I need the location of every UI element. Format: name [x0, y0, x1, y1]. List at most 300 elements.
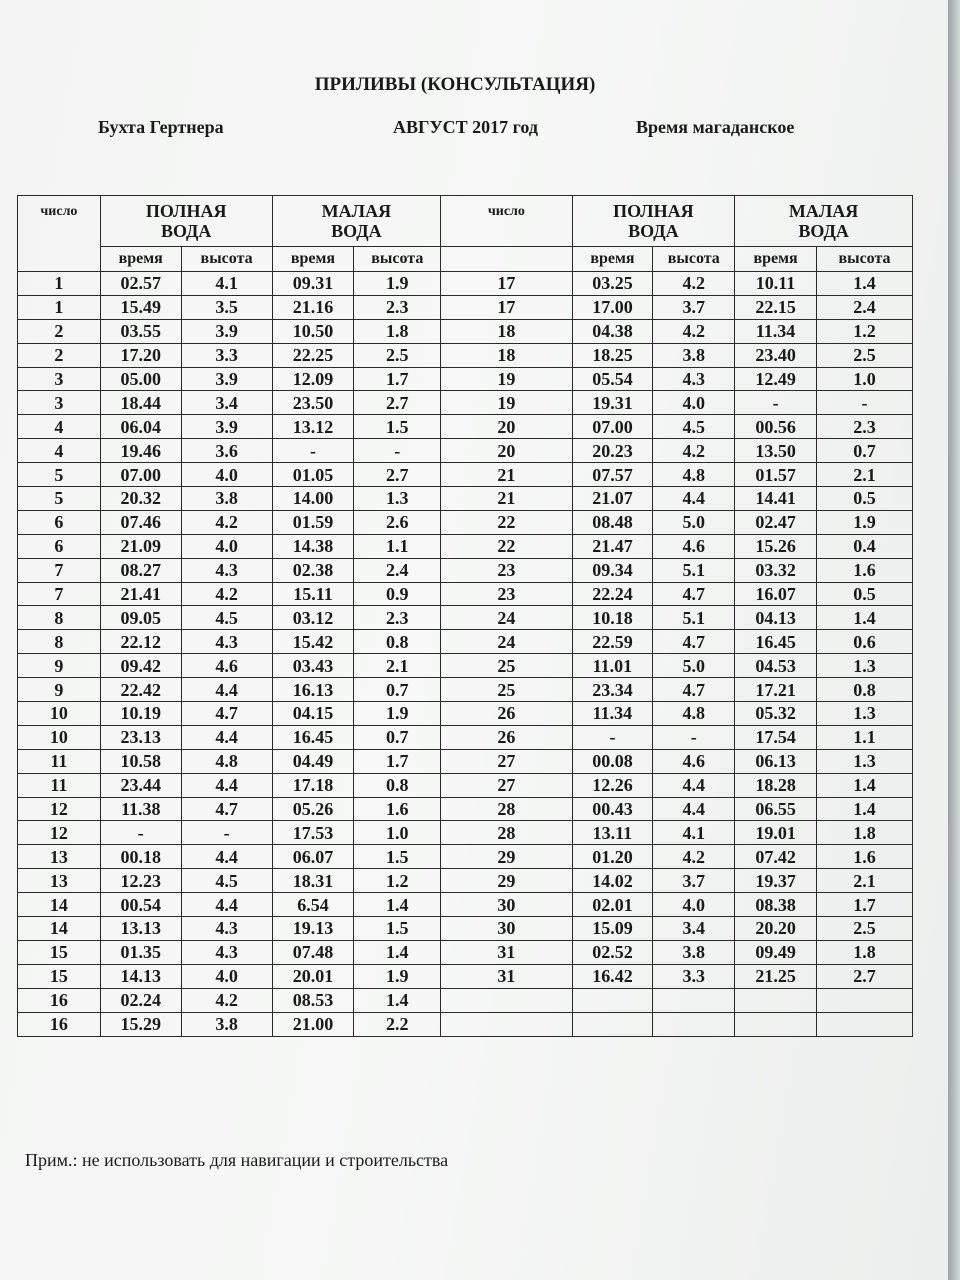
day-cell: 4 — [18, 439, 101, 463]
high-water-height-cell: 4.7 — [653, 582, 735, 606]
high-water-height-cell: 4.5 — [653, 415, 735, 439]
high-water-time-cell: 11.34 — [572, 702, 653, 726]
high-water-time-cell: 22.42 — [100, 678, 181, 702]
low-water-height-cell: 0.6 — [816, 630, 912, 654]
high-water-time-cell: 02.57 — [100, 272, 181, 296]
high-water-height-cell — [653, 1012, 735, 1036]
low-water-time-cell: 20.01 — [272, 964, 354, 988]
low-water-time-cell: 12.49 — [735, 367, 817, 391]
table-row — [18, 606, 913, 630]
low-water-line1: МАЛАЯ — [788, 201, 859, 221]
day-cell: 18 — [441, 343, 572, 367]
high-water-height-cell: 3.7 — [653, 295, 735, 319]
high-water-height-cell: 4.3 — [653, 367, 735, 391]
low-water-height-cell: 1.8 — [816, 821, 912, 845]
low-water-time-cell: 10.50 — [272, 319, 354, 343]
low-water-height-cell: - — [816, 391, 912, 415]
low-water-height-cell: 2.3 — [354, 606, 441, 630]
high-water-height-cell: 4.7 — [653, 630, 735, 654]
low-water-height-cell: 1.7 — [354, 367, 441, 391]
high-water-height-cell: 4.1 — [653, 821, 735, 845]
low-water-time-cell: 06.55 — [735, 797, 817, 821]
day-cell: 8 — [18, 630, 101, 654]
high-water-time-cell: 01.35 — [100, 940, 181, 964]
low-water-line2: ВОДА — [331, 221, 382, 241]
low-water-height-cell: 1.7 — [354, 749, 441, 773]
day-cell: 17 — [441, 272, 572, 296]
high-water-time-cell: 23.34 — [572, 678, 653, 702]
high-water-time-cell: 08.48 — [572, 510, 653, 534]
low-water-time-cell: 00.56 — [735, 415, 817, 439]
high-water-height-cell: 4.7 — [181, 797, 272, 821]
high-water-height-cell: 4.6 — [653, 749, 735, 773]
high-water-height-cell: - — [181, 821, 272, 845]
high-water-height-cell: 4.2 — [653, 272, 735, 296]
low-water-time-cell: 11.34 — [735, 319, 817, 343]
low-water-time-cell: 17.21 — [735, 678, 817, 702]
low-water-height-cell: 0.4 — [816, 534, 912, 558]
low-water-height-cell: 0.8 — [354, 773, 441, 797]
low-water-height-cell: 1.9 — [354, 964, 441, 988]
high-water-time-cell: 10.19 — [100, 702, 181, 726]
low-water-height-cell: 2.5 — [816, 917, 912, 941]
table-row — [18, 343, 913, 367]
low-water-time-cell: 17.18 — [272, 773, 354, 797]
low-water-height-cell: 1.4 — [816, 272, 912, 296]
day-cell — [441, 1012, 572, 1036]
footnote: Прим.: не использовать для навигации и строительства — [25, 1150, 449, 1170]
low-water-time-cell: 22.15 — [735, 295, 817, 319]
high-water-time-cell: 23.44 — [100, 773, 181, 797]
day-cell: 22 — [441, 534, 572, 558]
day-cell: 28 — [441, 797, 572, 821]
low-water-height-cell: 1.3 — [354, 487, 441, 511]
high-water-time-cell: 15.29 — [100, 1012, 181, 1036]
low-water-height-cell: 1.9 — [816, 510, 912, 534]
desk-edge — [948, 0, 960, 1280]
low-water-height-cell: 1.6 — [816, 845, 912, 869]
high-water-height-cell: 4.5 — [181, 606, 272, 630]
low-water-time-cell: 21.25 — [735, 964, 817, 988]
day-cell: 29 — [441, 869, 572, 893]
day-cell: 14 — [18, 917, 101, 941]
day-cell: 7 — [18, 582, 101, 606]
high-water-height-cell: 3.8 — [181, 1012, 272, 1036]
day-cell: 21 — [441, 487, 572, 511]
time-header: время — [572, 247, 653, 272]
high-water-height-cell: 5.0 — [653, 510, 735, 534]
low-water-height-cell: 1.5 — [354, 845, 441, 869]
high-water-height-cell: 3.9 — [181, 319, 272, 343]
day-header-right: число — [441, 196, 572, 247]
table-row — [18, 988, 913, 1012]
high-water-height-cell: 4.4 — [181, 845, 272, 869]
high-water-height-cell: 3.6 — [181, 439, 272, 463]
low-water-line1: МАЛАЯ — [321, 201, 392, 221]
low-water-time-cell: 15.11 — [272, 582, 354, 606]
low-water-time-cell: 07.48 — [272, 940, 354, 964]
high-water-height-cell: 3.4 — [653, 917, 735, 941]
day-cell: 26 — [441, 725, 572, 749]
day-cell: 5 — [18, 487, 101, 511]
day-cell: 12 — [18, 821, 101, 845]
low-water-height-cell: 1.4 — [354, 940, 441, 964]
low-water-time-cell: 03.32 — [735, 558, 817, 582]
high-water-height-cell: 3.9 — [181, 415, 272, 439]
high-water-time-cell: - — [572, 725, 653, 749]
high-water-height-cell: 4.2 — [653, 845, 735, 869]
low-water-height-cell: 1.8 — [816, 940, 912, 964]
high-water-time-cell: 02.52 — [572, 940, 653, 964]
high-water-time-cell: 22.59 — [572, 630, 653, 654]
low-water-time-cell: 07.42 — [735, 845, 817, 869]
low-water-time-cell: 06.07 — [272, 845, 354, 869]
low-water-time-cell: 02.47 — [735, 510, 817, 534]
high-water-height-cell: 3.3 — [653, 964, 735, 988]
high-water-height-cell — [653, 988, 735, 1012]
high-water-time-cell: 02.01 — [572, 893, 653, 917]
low-water-time-cell: 05.32 — [735, 702, 817, 726]
day-cell: 15 — [18, 964, 101, 988]
height-header: высота — [816, 247, 912, 272]
high-water-time-cell: 19.46 — [100, 439, 181, 463]
table-row — [18, 917, 913, 941]
low-water-height-cell: 1.2 — [816, 319, 912, 343]
low-water-time-cell: 06.13 — [735, 749, 817, 773]
high-water-time-cell: 10.18 — [572, 606, 653, 630]
day-cell: 9 — [18, 654, 101, 678]
high-water-time-cell: 06.04 — [100, 415, 181, 439]
low-water-height-cell: 0.9 — [354, 582, 441, 606]
low-water-height-cell: 1.5 — [354, 415, 441, 439]
day-cell: 17 — [441, 295, 572, 319]
high-water-time-cell — [572, 1012, 653, 1036]
high-water-height-cell: 4.6 — [181, 654, 272, 678]
high-water-height-cell: 4.4 — [181, 725, 272, 749]
day-cell: 21 — [441, 463, 572, 487]
low-water-height-cell: 2.2 — [354, 1012, 441, 1036]
low-water-time-cell: 01.59 — [272, 510, 354, 534]
low-water-time-cell: 18.28 — [735, 773, 817, 797]
high-water-time-cell: 13.13 — [100, 917, 181, 941]
day-cell: 20 — [441, 439, 572, 463]
high-water-height-cell: 4.0 — [653, 893, 735, 917]
day-cell: 19 — [441, 367, 572, 391]
high-water-height-cell: 4.8 — [653, 463, 735, 487]
high-water-height-cell: 3.8 — [653, 940, 735, 964]
day-cell: 6 — [18, 534, 101, 558]
day-cell: 3 — [18, 391, 101, 415]
high-water-height-cell: 3.8 — [653, 343, 735, 367]
high-water-time-cell: 10.58 — [100, 749, 181, 773]
height-header: высота — [653, 247, 735, 272]
high-water-height-cell: 3.8 — [181, 487, 272, 511]
high-water-time-cell: 14.13 — [100, 964, 181, 988]
table-row — [18, 558, 913, 582]
low-water-time-cell — [735, 1012, 817, 1036]
day-cell: 2 — [18, 319, 101, 343]
day-cell: 7 — [18, 558, 101, 582]
table-row — [18, 630, 913, 654]
high-water-time-cell: 15.09 — [572, 917, 653, 941]
low-water-height-cell: 1.1 — [816, 725, 912, 749]
high-water-time-cell: 17.00 — [572, 295, 653, 319]
low-water-time-cell: 03.43 — [272, 654, 354, 678]
low-water-height-cell: 1.9 — [354, 272, 441, 296]
high-water-time-cell: 05.00 — [100, 367, 181, 391]
high-water-height-cell: 3.4 — [181, 391, 272, 415]
high-water-height-cell: 4.8 — [181, 749, 272, 773]
low-water-height-cell: 0.8 — [354, 630, 441, 654]
low-water-height-cell: 1.1 — [354, 534, 441, 558]
low-water-time-cell: 08.53 — [272, 988, 354, 1012]
low-water-height-cell: 2.6 — [354, 510, 441, 534]
low-water-height-cell: 2.7 — [354, 391, 441, 415]
high-water-height-cell: 3.3 — [181, 343, 272, 367]
high-water-height-cell: 5.1 — [653, 606, 735, 630]
high-water-time-cell: 23.13 — [100, 725, 181, 749]
day-cell: 1 — [18, 272, 101, 296]
high-water-height-cell: 3.5 — [181, 295, 272, 319]
high-water-time-cell: 00.18 — [100, 845, 181, 869]
day-cell: 30 — [441, 893, 572, 917]
low-water-time-cell: 16.07 — [735, 582, 817, 606]
high-water-time-cell: 14.02 — [572, 869, 653, 893]
high-water-time-cell: 11.01 — [572, 654, 653, 678]
day-cell: 1 — [18, 295, 101, 319]
low-water-height-cell: 2.4 — [816, 295, 912, 319]
day-cell: 31 — [441, 940, 572, 964]
page-title: ПРИЛИВЫ (КОНСУЛЬТАЦИЯ) — [314, 74, 596, 95]
table-row — [18, 821, 913, 845]
high-water-time-cell: 20.23 — [572, 439, 653, 463]
low-water-time-cell: 20.20 — [735, 917, 817, 941]
high-water-time-cell: 00.43 — [572, 797, 653, 821]
low-water-header-left — [272, 196, 441, 247]
high-water-time-cell: 02.24 — [100, 988, 181, 1012]
day-cell: 13 — [18, 845, 101, 869]
day-cell: 28 — [441, 821, 572, 845]
high-water-time-cell: 00.54 — [100, 893, 181, 917]
low-water-time-cell: 08.38 — [735, 893, 817, 917]
high-water-height-cell: 3.9 — [181, 367, 272, 391]
high-water-time-cell: 21.47 — [572, 534, 653, 558]
high-water-time-cell: 15.49 — [100, 295, 181, 319]
high-water-time-cell: 07.00 — [572, 415, 653, 439]
height-header: высота — [181, 247, 272, 272]
day-cell: 24 — [441, 606, 572, 630]
high-water-line1: ПОЛНАЯ — [145, 201, 227, 221]
low-water-height-cell: 0.7 — [354, 678, 441, 702]
low-water-time-cell: 04.53 — [735, 654, 817, 678]
high-water-time-cell: 07.00 — [100, 463, 181, 487]
low-water-height-cell: 0.8 — [816, 678, 912, 702]
low-water-time-cell: 13.12 — [272, 415, 354, 439]
high-water-height-cell: 4.0 — [181, 463, 272, 487]
tide-table-body — [18, 272, 913, 1037]
day-cell: 15 — [18, 940, 101, 964]
day-cell: 24 — [441, 630, 572, 654]
day-cell: 2 — [18, 343, 101, 367]
day-cell: 29 — [441, 845, 572, 869]
low-water-height-cell: 0.5 — [816, 487, 912, 511]
day-cell: 13 — [18, 869, 101, 893]
day-cell: 26 — [441, 702, 572, 726]
high-water-line2: ВОДА — [628, 221, 679, 241]
table-row — [18, 773, 913, 797]
month-label: АВГУСТ 2017 год — [393, 117, 538, 137]
low-water-time-cell: 14.41 — [735, 487, 817, 511]
low-water-time-cell: 01.57 — [735, 463, 817, 487]
high-water-height-cell: 4.3 — [181, 558, 272, 582]
day-cell: 11 — [18, 773, 101, 797]
table-row — [18, 510, 913, 534]
table-row — [18, 534, 913, 558]
table-row — [18, 964, 913, 988]
low-water-time-cell: 15.42 — [272, 630, 354, 654]
day-cell: 11 — [18, 749, 101, 773]
high-water-time-cell: 18.25 — [572, 343, 653, 367]
low-water-time-cell: 6.54 — [272, 893, 354, 917]
day-cell: 9 — [18, 678, 101, 702]
table-row — [18, 845, 913, 869]
low-water-time-cell — [735, 988, 817, 1012]
low-water-height-cell: 1.3 — [816, 702, 912, 726]
high-water-time-cell — [572, 988, 653, 1012]
high-water-time-cell: 07.57 — [572, 463, 653, 487]
low-water-height-cell: 2.1 — [816, 463, 912, 487]
time-header: время — [735, 247, 817, 272]
high-water-height-cell: 4.4 — [653, 797, 735, 821]
low-water-time-cell: 17.54 — [735, 725, 817, 749]
table-row — [18, 463, 913, 487]
low-water-time-cell: 15.26 — [735, 534, 817, 558]
table-row — [18, 940, 913, 964]
day-cell — [441, 988, 572, 1012]
table-row — [18, 415, 913, 439]
low-water-time-cell: 10.11 — [735, 272, 817, 296]
low-water-height-cell: 1.4 — [816, 606, 912, 630]
day-cell: 23 — [441, 582, 572, 606]
day-cell: 25 — [441, 654, 572, 678]
day-cell: 25 — [441, 678, 572, 702]
day-cell: 19 — [441, 391, 572, 415]
low-water-time-cell: 01.05 — [272, 463, 354, 487]
low-water-time-cell: 21.00 — [272, 1012, 354, 1036]
day-cell: 12 — [18, 797, 101, 821]
low-water-time-cell: 17.53 — [272, 821, 354, 845]
low-water-time-cell: 04.49 — [272, 749, 354, 773]
day-cell: 8 — [18, 606, 101, 630]
low-water-height-cell: 2.7 — [816, 964, 912, 988]
low-water-time-cell: 22.25 — [272, 343, 354, 367]
high-water-height-cell: 4.0 — [181, 534, 272, 558]
day-cell: 6 — [18, 510, 101, 534]
table-row — [18, 749, 913, 773]
table-row — [18, 582, 913, 606]
low-water-line2: ВОДА — [798, 221, 849, 241]
high-water-time-cell: 18.44 — [100, 391, 181, 415]
low-water-height-cell: 0.7 — [354, 725, 441, 749]
low-water-time-cell: 04.15 — [272, 702, 354, 726]
table-row — [18, 295, 913, 319]
low-water-time-cell: 13.50 — [735, 439, 817, 463]
low-water-height-cell: - — [354, 439, 441, 463]
high-water-time-cell: 09.05 — [100, 606, 181, 630]
high-water-height-cell: 4.2 — [181, 510, 272, 534]
low-water-height-cell: 0.5 — [816, 582, 912, 606]
low-water-time-cell: 16.13 — [272, 678, 354, 702]
table-header-row — [18, 196, 913, 247]
table-row — [18, 654, 913, 678]
high-water-time-cell: 08.27 — [100, 558, 181, 582]
high-water-time-cell: 22.12 — [100, 630, 181, 654]
table-row — [18, 893, 913, 917]
high-water-height-cell: 4.5 — [181, 869, 272, 893]
low-water-height-cell: 1.2 — [354, 869, 441, 893]
high-water-height-cell: 4.3 — [181, 630, 272, 654]
high-water-time-cell: 12.23 — [100, 869, 181, 893]
low-water-time-cell: 14.38 — [272, 534, 354, 558]
low-water-time-cell: 19.13 — [272, 917, 354, 941]
low-water-height-cell: 1.3 — [816, 749, 912, 773]
table-row — [18, 702, 913, 726]
height-header: высота — [354, 247, 441, 272]
day-cell: 3 — [18, 367, 101, 391]
low-water-time-cell: 23.50 — [272, 391, 354, 415]
high-water-height-cell: 5.1 — [653, 558, 735, 582]
day-cell: 22 — [441, 510, 572, 534]
table-row — [18, 1012, 913, 1036]
low-water-time-cell: 16.45 — [272, 725, 354, 749]
high-water-height-cell: - — [653, 725, 735, 749]
high-water-line1: ПОЛНАЯ — [613, 201, 694, 221]
day-cell: 23 — [441, 558, 572, 582]
low-water-time-cell: 14.00 — [272, 487, 354, 511]
table-row — [18, 487, 913, 511]
low-water-time-cell: 09.49 — [735, 940, 817, 964]
high-water-height-cell: 4.4 — [653, 487, 735, 511]
high-water-time-cell: 04.38 — [572, 319, 653, 343]
high-water-height-cell: 4.7 — [653, 678, 735, 702]
low-water-height-cell: 1.5 — [354, 917, 441, 941]
high-water-time-cell: 11.38 — [100, 797, 181, 821]
table-row — [18, 367, 913, 391]
high-water-time-cell: 22.24 — [572, 582, 653, 606]
day-cell: 30 — [441, 917, 572, 941]
day-cell: 20 — [441, 415, 572, 439]
day-subheader-blank — [441, 247, 572, 272]
high-water-line2: ВОДА — [160, 221, 212, 241]
high-water-height-cell: 4.0 — [181, 964, 272, 988]
high-water-time-cell: 07.46 — [100, 510, 181, 534]
low-water-header-right — [735, 196, 913, 247]
low-water-height-cell: 1.4 — [354, 988, 441, 1012]
low-water-height-cell: 1.3 — [816, 654, 912, 678]
high-water-time-cell: 00.08 — [572, 749, 653, 773]
low-water-height-cell: 2.7 — [354, 463, 441, 487]
day-cell: 27 — [441, 773, 572, 797]
day-cell: 4 — [18, 415, 101, 439]
low-water-time-cell: 18.31 — [272, 869, 354, 893]
low-water-height-cell: 2.3 — [816, 415, 912, 439]
low-water-time-cell: 23.40 — [735, 343, 817, 367]
low-water-height-cell: 1.8 — [354, 319, 441, 343]
low-water-height-cell: 2.3 — [354, 295, 441, 319]
high-water-height-cell: 4.2 — [181, 582, 272, 606]
high-water-height-cell: 4.4 — [181, 773, 272, 797]
high-water-height-cell: 3.7 — [653, 869, 735, 893]
